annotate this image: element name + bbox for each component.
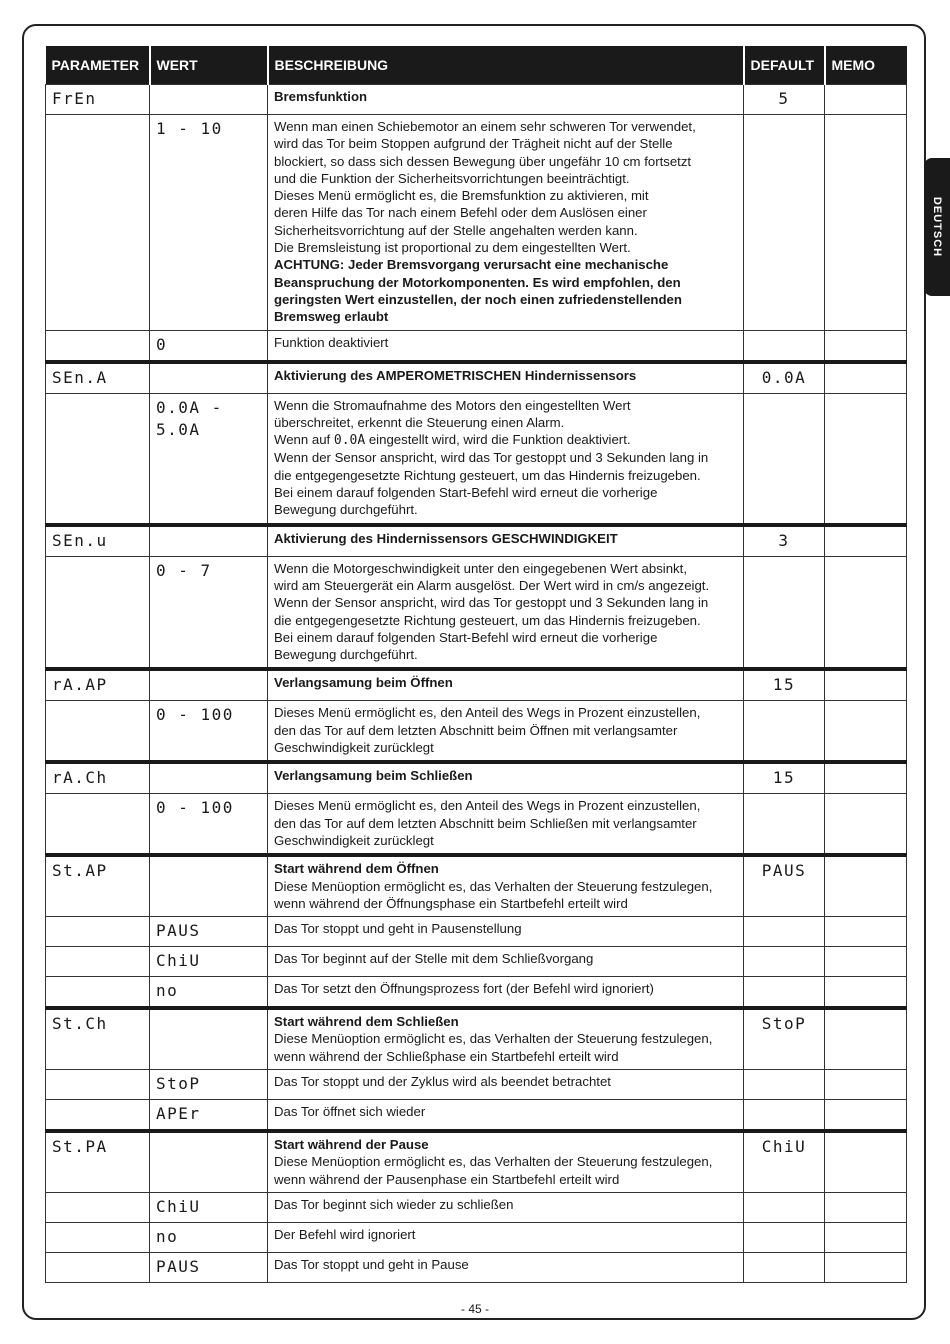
description-line: geringsten Wert einzustellen, der noch einen zufriedenstellenden	[274, 291, 682, 307]
value-cell-empty	[150, 85, 268, 115]
parameter-title: Verlangsamung beim Schließen	[274, 768, 473, 784]
description-cell	[268, 855, 744, 916]
parameter-table	[45, 46, 907, 1283]
parameter-cell-empty	[46, 917, 150, 947]
description-line: wenn während der Schließphase ein Startbefehl erteilt wird	[274, 1048, 619, 1064]
default-value: 0.0A	[744, 362, 825, 394]
value-description	[268, 556, 744, 669]
value-range: 0 - 100	[150, 794, 268, 855]
description-line: Wenn der Sensor anspricht, wird das Tor gestoppt und 3 Sekunden lang in	[274, 450, 709, 466]
value-range: ChiU	[150, 947, 268, 977]
header-parameter: PARAMETER	[46, 46, 150, 85]
value-row	[46, 556, 907, 669]
value-description	[268, 917, 744, 947]
value-range: PAUS	[150, 1252, 268, 1282]
value-row	[46, 977, 907, 1009]
memo-cell	[825, 1069, 907, 1099]
default-cell-empty	[744, 977, 825, 1009]
default-value: PAUS	[744, 855, 825, 916]
value-range: 0 - 7	[150, 556, 268, 669]
value-description	[268, 977, 744, 1009]
value-row	[46, 701, 907, 762]
parameter-row	[46, 362, 907, 394]
description-line: blockiert, so dass sich dessen Bewegung über ungefähr 10 cm fortsetzt	[274, 153, 692, 169]
parameter-code: SEn.u	[46, 525, 150, 557]
description-line: Geschwindigkeit zurücklegt	[274, 740, 434, 756]
value-description	[268, 1252, 744, 1282]
value-row	[46, 1192, 907, 1222]
value-row	[46, 330, 907, 362]
value-row	[46, 393, 907, 525]
description-cell	[268, 525, 744, 557]
description-line: Das Tor stoppt und der Zyklus wird als beendet betrachtet	[274, 1073, 611, 1089]
value-row	[46, 1222, 907, 1252]
description-line: Diese Menüoption ermöglicht es, das Verhalten der Steuerung festzulegen,	[274, 1031, 713, 1047]
header-default: DEFAULT	[744, 46, 825, 85]
description-text: eingestellt wird, wird die Funktion deaktiviert.	[365, 432, 631, 448]
description-line: Bewegung durchgeführt.	[274, 647, 418, 663]
value-row	[46, 1069, 907, 1099]
parameter-cell-empty	[46, 1222, 150, 1252]
memo-cell	[825, 1099, 907, 1131]
default-cell-empty	[744, 1069, 825, 1099]
value-description	[268, 330, 744, 362]
parameter-cell-empty	[46, 794, 150, 855]
description-line: Geschwindigkeit zurücklegt	[274, 832, 434, 848]
value-range: APEr	[150, 1099, 268, 1131]
parameter-cell-empty	[46, 1099, 150, 1131]
description-line: wird am Steuergerät ein Alarm ausgelöst. Der Wert wird in cm/s angezeigt.	[274, 577, 710, 593]
value-row	[46, 1252, 907, 1282]
parameter-cell-empty	[46, 1252, 150, 1282]
value-description	[268, 794, 744, 855]
default-value: StoP	[744, 1008, 825, 1069]
value-description	[268, 393, 744, 525]
description-line: wird das Tor beim Stoppen aufgrund der Trägheit nicht auf der Stelle	[274, 136, 673, 152]
default-value: 5	[744, 85, 825, 115]
memo-cell	[825, 855, 907, 916]
default-cell-empty	[744, 1222, 825, 1252]
value-cell-empty	[150, 1008, 268, 1069]
default-value: 15	[744, 762, 825, 794]
memo-cell	[825, 1131, 907, 1192]
value-description	[268, 1099, 744, 1131]
description-line: Das Tor setzt den Öffnungsprozess fort (der Befehl wird ignoriert)	[274, 981, 654, 997]
default-cell-empty	[744, 1252, 825, 1282]
parameter-title: Start während der Pause	[274, 1136, 429, 1152]
value-description	[268, 115, 744, 331]
description-line: Sicherheitsvorrichtung auf der Stelle angehalten werden kann.	[274, 222, 638, 238]
value-range: no	[150, 1222, 268, 1252]
value-range: StoP	[150, 1069, 268, 1099]
description-line: Funktion deaktiviert	[274, 334, 389, 350]
description-line: ACHTUNG: Jeder Bremsvorgang verursacht eine mechanische	[274, 257, 669, 273]
value-description	[268, 1192, 744, 1222]
parameter-title: Verlangsamung beim Öffnen	[274, 675, 453, 691]
parameter-code: rA.AP	[46, 669, 150, 701]
description-line: die entgegengesetzte Richtung gesteuert, um das Hindernis freizugeben.	[274, 467, 701, 483]
value-description	[268, 701, 744, 762]
memo-cell	[825, 917, 907, 947]
table-header-row	[46, 46, 907, 85]
description-cell	[268, 1131, 744, 1192]
memo-cell	[825, 701, 907, 762]
value-description	[268, 947, 744, 977]
default-cell-empty	[744, 1099, 825, 1131]
description-line: deren Hilfe das Tor nach einem Befehl oder dem Auslösen einer	[274, 205, 647, 221]
memo-cell	[825, 115, 907, 331]
parameter-title: Start während dem Schließen	[274, 1014, 459, 1030]
description-line: Wenn der Sensor anspricht, wird das Tor gestoppt und 3 Sekunden lang in	[274, 595, 709, 611]
value-description	[268, 1222, 744, 1252]
value-cell-empty	[150, 855, 268, 916]
parameter-code: St.AP	[46, 855, 150, 916]
description-cell	[268, 762, 744, 794]
parameter-code: rA.Ch	[46, 762, 150, 794]
table-body	[46, 85, 907, 1283]
memo-cell	[825, 794, 907, 855]
memo-cell	[825, 362, 907, 394]
parameter-code: St.Ch	[46, 1008, 150, 1069]
memo-cell	[825, 947, 907, 977]
value-cell-empty	[150, 362, 268, 394]
header-wert: WERT	[150, 46, 268, 85]
parameter-title: Aktivierung des AMPEROMETRISCHEN Hindernissensors	[274, 367, 637, 383]
description-line: Das Tor öffnet sich wieder	[274, 1103, 426, 1119]
value-range: 1 - 10	[150, 115, 268, 331]
language-tab-label: DEUTSCH	[931, 196, 943, 258]
memo-cell	[825, 1192, 907, 1222]
description-line: Wenn die Stromaufnahme des Motors den eingestellten Wert	[274, 397, 631, 413]
memo-cell	[825, 977, 907, 1009]
description-text: Wenn auf	[274, 432, 334, 448]
parameter-title: Aktivierung des Hindernissensors GESCHWINDIGKEIT	[274, 530, 618, 546]
description-line: Das Tor stoppt und geht in Pause	[274, 1256, 469, 1272]
memo-cell	[825, 85, 907, 115]
page-number: - 45 -	[460, 1302, 489, 1316]
value-range: 0 - 100	[150, 701, 268, 762]
default-value: ChiU	[744, 1131, 825, 1192]
parameter-title: Bremsfunktion	[274, 89, 368, 104]
default-cell-empty	[744, 556, 825, 669]
value-row	[46, 794, 907, 855]
description-line: den das Tor auf dem letzten Abschnitt beim Öffnen mit verlangsamter	[274, 722, 678, 738]
default-cell-empty	[744, 330, 825, 362]
description-line: die entgegengesetzte Richtung gesteuert, um das Hindernis freizugeben.	[274, 612, 701, 628]
description-line	[274, 431, 737, 449]
description-line: Das Tor beginnt sich wieder zu schließen	[274, 1196, 514, 1212]
parameter-row	[46, 762, 907, 794]
default-cell-empty	[744, 701, 825, 762]
memo-cell	[825, 556, 907, 669]
memo-cell	[825, 1222, 907, 1252]
parameter-cell-empty	[46, 977, 150, 1009]
description-line: den das Tor auf dem letzten Abschnitt beim Schließen mit verlangsamter	[274, 815, 697, 831]
parameter-cell-empty	[46, 1069, 150, 1099]
default-cell-empty	[744, 947, 825, 977]
value-description	[268, 1069, 744, 1099]
description-line: Beanspruchung der Motorkomponenten. Es wird empfohlen, den	[274, 274, 681, 290]
header-memo: MEMO	[825, 46, 907, 85]
description-line: Wenn die Motorgeschwindigkeit unter den eingegebenen Wert absinkt,	[274, 560, 687, 576]
value-row	[46, 947, 907, 977]
description-line: Bei einem darauf folgenden Start-Befehl wird erneut die vorherige	[274, 629, 658, 645]
description-line: Dieses Menü ermöglicht es, den Anteil des Wegs in Prozent einzustellen,	[274, 705, 701, 721]
value-row	[46, 115, 907, 331]
value-range: PAUS	[150, 917, 268, 947]
parameter-cell-empty	[46, 701, 150, 762]
parameter-cell-empty	[46, 115, 150, 331]
description-line: Diese Menüoption ermöglicht es, das Verhalten der Steuerung festzulegen,	[274, 1154, 713, 1170]
description-line: wenn während der Öffnungsphase ein Startbefehl erteilt wird	[274, 895, 628, 911]
parameter-title: Start während dem Öffnen	[274, 861, 439, 877]
default-cell-empty	[744, 1192, 825, 1222]
memo-cell	[825, 525, 907, 557]
parameter-row	[46, 1008, 907, 1069]
description-line: Bewegung durchgeführt.	[274, 502, 418, 518]
memo-cell	[825, 1008, 907, 1069]
description-line: Wenn man einen Schiebemotor an einem sehr schweren Tor verwendet,	[274, 119, 696, 134]
parameter-cell-empty	[46, 556, 150, 669]
default-cell-empty	[744, 393, 825, 525]
description-line: Bei einem darauf folgenden Start-Befehl wird erneut die vorherige	[274, 485, 658, 501]
value-range: ChiU	[150, 1192, 268, 1222]
value-cell-empty	[150, 525, 268, 557]
value-cell-empty	[150, 669, 268, 701]
default-cell-empty	[744, 794, 825, 855]
value-cell-empty	[150, 1131, 268, 1192]
description-line: Das Tor stoppt und geht in Pausenstellung	[274, 921, 522, 937]
default-value: 15	[744, 669, 825, 701]
parameter-row	[46, 855, 907, 916]
description-line: Der Befehl wird ignoriert	[274, 1226, 416, 1242]
description-line: Bremsweg erlaubt	[274, 309, 389, 325]
parameter-code: SEn.A	[46, 362, 150, 394]
parameter-cell-empty	[46, 330, 150, 362]
value-row	[46, 917, 907, 947]
display-value: 0.0A	[333, 433, 366, 449]
description-line: und die Funktion der Sicherheitsvorrichtungen beeinträchtigt.	[274, 170, 630, 186]
memo-cell	[825, 1252, 907, 1282]
header-beschreibung: BESCHREIBUNG	[268, 46, 744, 85]
parameter-row	[46, 525, 907, 557]
description-line: Dieses Menü ermöglicht es, die Bremsfunktion zu aktivieren, mit	[274, 188, 649, 204]
description-line: wenn während der Pausenphase ein Startbefehl erteilt wird	[274, 1171, 620, 1187]
default-cell-empty	[744, 115, 825, 331]
description-cell	[268, 1008, 744, 1069]
parameter-cell-empty	[46, 393, 150, 525]
parameter-cell-empty	[46, 947, 150, 977]
parameter-cell-empty	[46, 1192, 150, 1222]
parameter-row	[46, 669, 907, 701]
value-cell-empty	[150, 762, 268, 794]
memo-cell	[825, 762, 907, 794]
memo-cell	[825, 393, 907, 525]
language-tab	[924, 158, 950, 296]
description-cell	[268, 669, 744, 701]
parameter-row	[46, 85, 907, 115]
description-line: Das Tor beginnt auf der Stelle mit dem Schließvorgang	[274, 951, 594, 967]
parameter-code: FrEn	[46, 85, 150, 115]
description-line: überschreitet, erkennt die Steuerung einen Alarm.	[274, 414, 565, 430]
description-line: Diese Menüoption ermöglicht es, das Verhalten der Steuerung festzulegen,	[274, 878, 713, 894]
value-row	[46, 1099, 907, 1131]
parameter-code: St.PA	[46, 1131, 150, 1192]
memo-cell	[825, 330, 907, 362]
description-cell	[268, 85, 744, 115]
default-cell-empty	[744, 917, 825, 947]
description-line: Dieses Menü ermöglicht es, den Anteil des Wegs in Prozent einzustellen,	[274, 798, 701, 814]
value-range: 0	[150, 330, 268, 362]
memo-cell	[825, 669, 907, 701]
value-range: no	[150, 977, 268, 1009]
default-value: 3	[744, 525, 825, 557]
value-range: 0.0A - 5.0A	[150, 393, 268, 525]
parameter-row	[46, 1131, 907, 1192]
description-line: Die Bremsleistung ist proportional zu dem eingestellten Wert.	[274, 240, 631, 256]
description-cell	[268, 362, 744, 394]
